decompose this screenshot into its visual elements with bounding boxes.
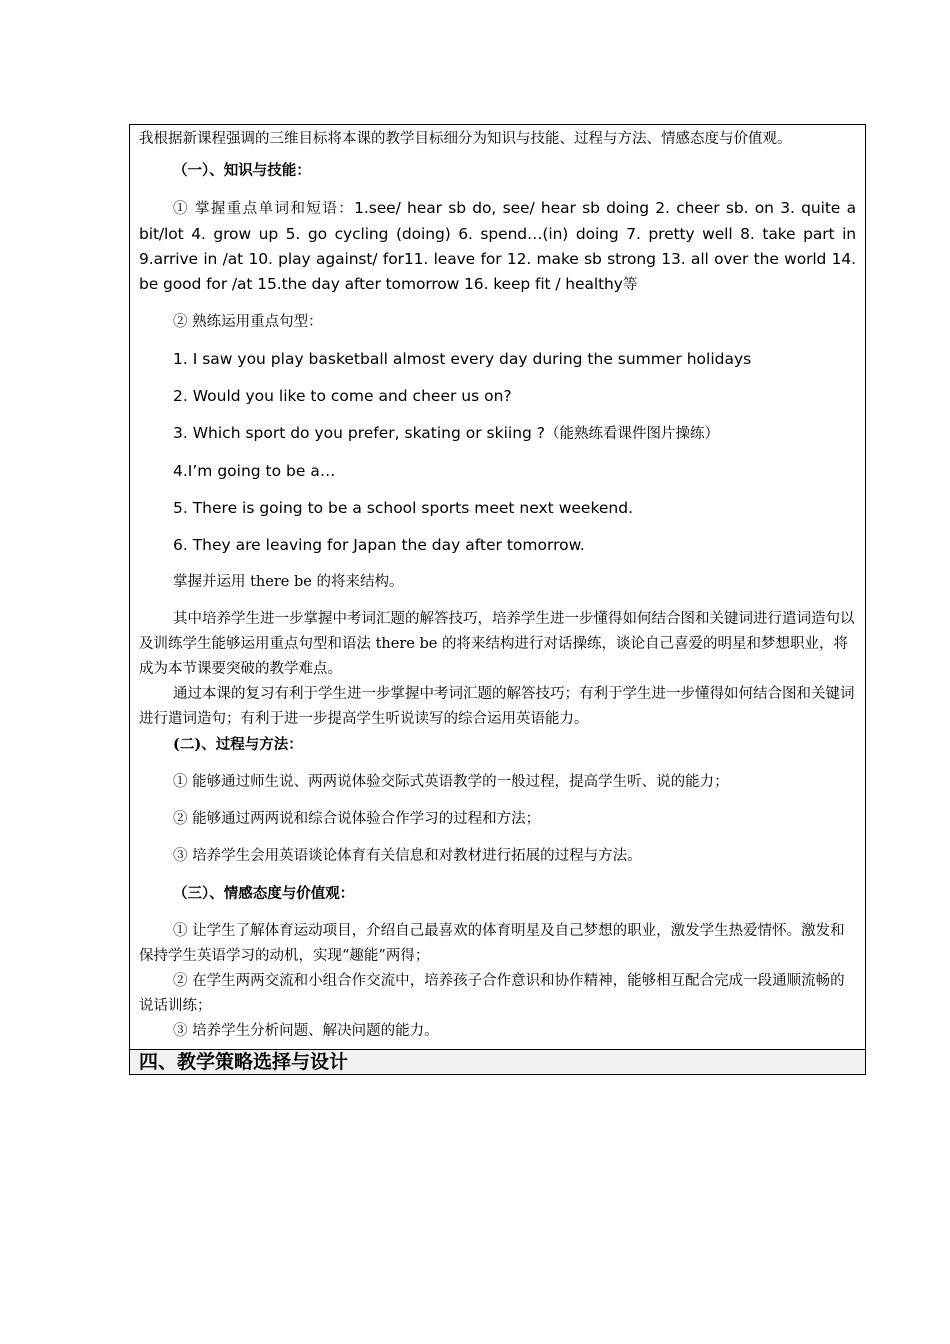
process-item-2: ② 能够通过两两说和综合说体验合作学习的过程和方法； xyxy=(173,811,541,827)
vocab-list: 1.see/ hear sb do, see/ hear sb doing 2. cheer sb. on 3. quite a bit/lot 4. grow up 5. go cycling (doing) 6. spend…(in) doing 7. pretty well 8. take part in 9.arrive in /at 10. play against/ for11. leave for 12. make sb strong 13. all over the world 14. be good for /at 15.the day after tomorrow 16. keep fit / healthy xyxy=(139,199,856,293)
emotion-item-1: ① 让学生了解体育运动项目，介绍自己最喜欢的体育明星及自己梦想的职业，激发学生热爱情怀。激发和保持学生英语学习的动机，实现“趣能”两得； xyxy=(139,923,845,964)
sentence-3-note: （能熟练看课件图片操练） xyxy=(545,426,720,442)
process-method-heading xyxy=(139,732,856,758)
vocab-suffix: 等 xyxy=(622,277,638,293)
sentence-1: 1. I saw you play basketball almost every day during the summer holidays xyxy=(173,350,752,368)
emotion-item-3: ③ 培养学生分析问题、解决问题的能力。 xyxy=(173,1023,439,1039)
process-item-3: ③ 培养学生会用英语谈论体育有关信息和对教材进行拓展的过程与方法。 xyxy=(173,848,642,864)
emotion-values-heading xyxy=(139,881,856,907)
review-paragraph: 通过本课的复习有利于学生进一步掌握中考词汇题的解答技巧；有利于学生进一步懂得如何结合图和关键词进行遣词造句；有利于进一步提高学生听说读写的综合运用英语能力。 xyxy=(139,686,855,727)
sentence-3: 3. Which sport do you prefer, skating or skiing ? xyxy=(173,424,546,442)
patterns-heading: ② 熟练运用重点句型： xyxy=(173,314,323,330)
vocab-paragraph xyxy=(139,196,856,298)
process-method-title: (二)、过程与方法： xyxy=(173,736,303,753)
intro-paragraph: 我根据新课程强调的三维目标将本课的教学目标细分为知识与技能、过程与方法、情感态度与价值观。 xyxy=(139,131,792,147)
knowledge-skills-title: （一）、知识与技能： xyxy=(173,162,311,179)
sentence-5: 5. There is going to be a school sports meet next weekend. xyxy=(173,499,633,517)
document-table xyxy=(129,124,866,1075)
section-four-header: 四、教学策略选择与设计 xyxy=(130,1049,865,1074)
knowledge-skills-heading xyxy=(139,158,856,184)
emotion-item-2: ② 在学生两两交流和小组合作交流中，培养孩子合作意识和协作精神，能够相互配合完成一段通顺流畅的说话训练； xyxy=(139,973,845,1014)
there-be-line: 掌握并运用 there be 的将来结构。 xyxy=(173,574,404,590)
sentence-4: 4.I’m going to be a… xyxy=(173,462,336,480)
objectives-cell xyxy=(130,125,865,1049)
sentence-2: 2. Would you like to come and cheer us on? xyxy=(173,387,512,405)
difficulty-paragraph: 其中培养学生进一步掌握中考词汇题的解答技巧，培养学生进一步懂得如何结合图和关键词进行遣词造句以及训练学生能够运用重点句型和语法 there be 的将来结构进行对话操练，谈论自己喜爱的明星和梦想职业，将成为本节课要突破的教学难点。 xyxy=(139,611,855,677)
process-item-1: ① 能够通过师生说、两两说体验交际式英语教学的一般过程，提高学生听、说的能力； xyxy=(173,774,729,790)
sentence-6: 6. They are leaving for Japan the day after tomorrow. xyxy=(173,536,585,554)
vocab-prefix: ① 掌握重点单词和短语： xyxy=(173,201,355,217)
sentence-3-line xyxy=(139,421,856,447)
emotion-values-title: （三）、情感态度与价值观： xyxy=(173,885,355,902)
